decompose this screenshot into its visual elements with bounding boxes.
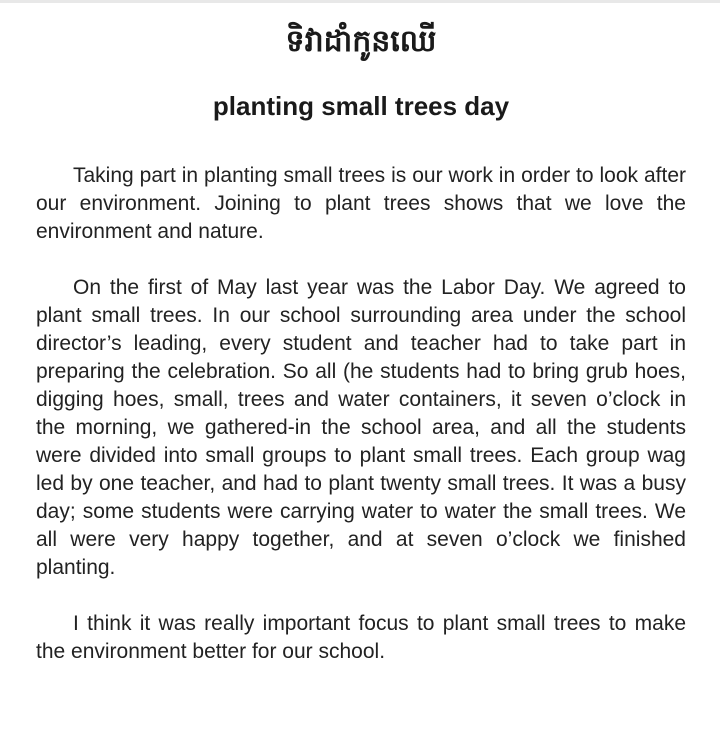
english-title: planting small trees day — [212, 91, 510, 121]
paragraph-intro: Taking part in planting small trees is our work in order to look after our environment. Joining to plant trees shows that we love the environment and nature. — [36, 164, 686, 243]
paragraph-conclusion: I think it was really important focus to plant small trees to make the environment better for our school. — [36, 612, 686, 663]
khmer-title: ទិវាដាំកូនឈើ — [285, 24, 437, 59]
body-text — [36, 162, 686, 666]
paragraph-labor-day: On the first of May last year was the Labor Day. We agreed to plant small trees. In our school surrounding area under the school director’s leading, every student and teacher had to take part in preparing the celebration. So all (he students had to bring grub hoes, digging hoes, small, trees and water containers, it seven o’clock in the morning, we gathered-in the school area, and all the students were divided into small groups to plant small trees. Each group wag led by one teacher, and had to plant twenty small trees. It was a busy day; some students were carrying water to water the small trees. We all were very happy together, and at seven o’clock we finished planting. — [36, 276, 686, 579]
